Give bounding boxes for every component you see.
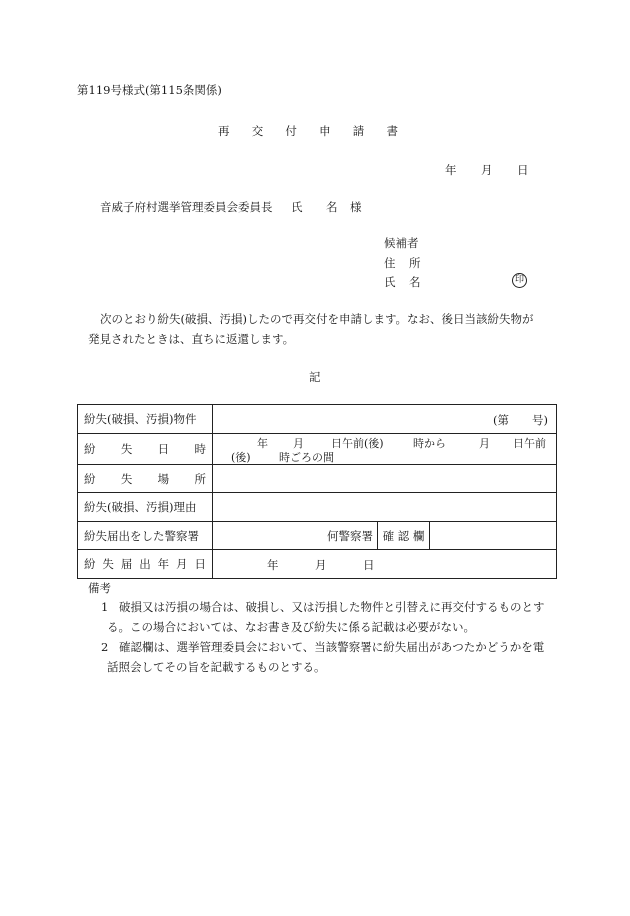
label-char: 失 <box>120 442 133 456</box>
applicant-name-char: 氏 <box>384 275 396 289</box>
lost-item-field[interactable] <box>213 405 557 434</box>
report-month: 月 <box>315 558 327 572</box>
note-1-number: 1 <box>101 600 109 614</box>
document-title <box>218 123 398 139</box>
note-2-line2: 話照会してその旨を記載するものとする。 <box>107 660 326 674</box>
dt-part: 日午前 <box>513 437 546 450</box>
date-year: 年 <box>445 163 457 177</box>
row-label-report-date <box>78 550 213 579</box>
label-char: 失 <box>120 471 133 486</box>
note-2-line1: 確認欄は、選挙管理委員会において、当該警察署に紛失届出があつたかどうかを電 <box>119 640 545 654</box>
label-char: 届 <box>120 557 133 571</box>
table-row <box>78 493 557 522</box>
item-number-open: (第 <box>493 413 509 427</box>
applicant-address-char: 住 <box>384 256 396 270</box>
applicant-label: 候補者 <box>384 236 419 250</box>
title-char: 書 <box>386 124 398 138</box>
dt-part: 年 <box>257 437 268 450</box>
item-number-close: 号) <box>532 413 548 427</box>
dt-part: 時ごろの間 <box>279 451 334 464</box>
lost-place-field[interactable] <box>213 465 557 493</box>
row-label-lost-reason: 紛失(破損、汚損)理由 <box>78 493 213 522</box>
lost-datetime-field[interactable] <box>213 434 557 465</box>
confirm-field[interactable] <box>430 522 557 550</box>
label-char: 出 <box>139 557 151 571</box>
report-year: 年 <box>267 558 279 572</box>
label-char: 日 <box>194 557 206 571</box>
addressee-sama: 様 <box>350 200 362 214</box>
table-row <box>78 550 557 579</box>
label-char: 日 <box>157 442 170 456</box>
table-row <box>78 465 557 493</box>
label-char: 時 <box>194 442 206 456</box>
police-station-field[interactable] <box>213 522 378 550</box>
seal-mark: 印 <box>512 273 527 288</box>
dt-part: 日午前(後) <box>331 437 384 450</box>
dt-part: (後) <box>231 451 251 464</box>
row-label-lost-place <box>78 465 213 493</box>
body-text-line2: 発見されたときは、直ちに返還します。 <box>88 332 295 346</box>
label-char: 所 <box>194 471 206 486</box>
title-char: 申 <box>319 124 331 138</box>
note-2-number: 2 <box>101 640 109 654</box>
addressee-shi: 氏 <box>291 200 303 214</box>
label-char: 紛 <box>84 442 96 456</box>
table-row <box>78 405 557 434</box>
report-date-field[interactable] <box>213 550 557 579</box>
note-1-line1: 破損又は汚損の場合は、破損し、又は汚損した物件と引替えに再交付するものとす <box>119 600 545 614</box>
title-char: 付 <box>285 124 297 138</box>
label-char: 失 <box>102 557 114 571</box>
label-char: 月 <box>176 557 188 571</box>
title-char: 請 <box>352 124 365 138</box>
dt-part: 月 <box>293 437 304 450</box>
confirm-label: 確 認 欄 <box>378 522 430 550</box>
title-char: 再 <box>218 124 230 138</box>
dt-part: 時から <box>413 437 446 450</box>
row-label-lost-datetime <box>78 434 213 465</box>
label-char: 年 <box>157 557 170 571</box>
date-day: 日 <box>517 163 529 177</box>
application-table <box>77 404 557 579</box>
dt-part: 月 <box>479 437 490 450</box>
table-row <box>78 434 557 465</box>
police-station-suffix: 何警察署 <box>327 528 373 543</box>
note-1-line2: る。この場合においては、なお書き及び紛失に係る記載は必要がない。 <box>107 620 475 634</box>
applicant-address-char: 所 <box>409 256 421 270</box>
ki-heading: 記 <box>309 370 321 384</box>
applicant-name-char: 名 <box>409 275 421 289</box>
label-char: 紛 <box>84 471 96 486</box>
addressee-mei: 名 <box>326 200 338 214</box>
label-char: 紛 <box>84 557 96 571</box>
addressee-prefix: 音威子府村選挙管理委員会委員長 <box>100 200 273 214</box>
row-label-police-station: 紛失届出をした警察署 <box>78 522 213 550</box>
table-row <box>78 522 557 550</box>
report-day: 日 <box>363 558 375 572</box>
body-text-line1: 次のとおり紛失(破損、汚損)したので再交付を申請します。なお、後日当該紛失物が <box>100 312 534 326</box>
lost-reason-field[interactable] <box>213 493 557 522</box>
form-number: 第119号様式(第115条関係) <box>77 83 222 97</box>
title-char: 交 <box>251 124 264 138</box>
addressee <box>100 199 273 215</box>
row-label-lost-item: 紛失(破損、汚損)物件 <box>78 405 213 434</box>
date-month: 月 <box>481 163 493 177</box>
notes-heading: 備考 <box>88 581 111 595</box>
label-char: 場 <box>157 471 170 486</box>
